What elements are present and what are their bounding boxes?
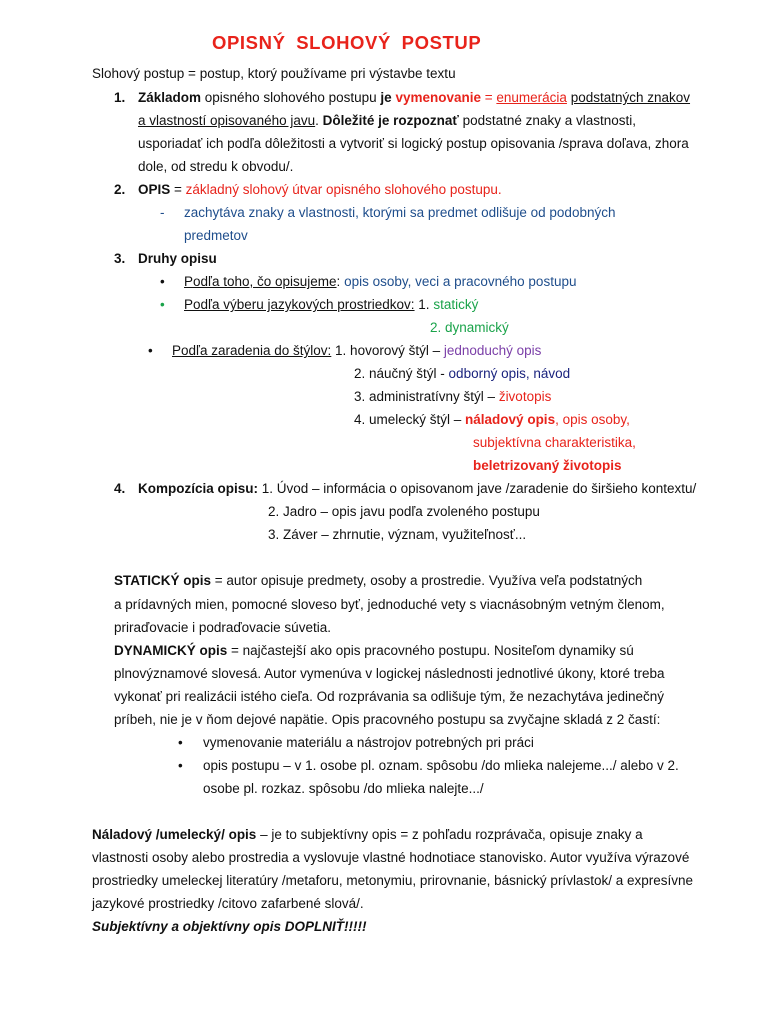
dynamicky-bullet1: • — [178, 735, 183, 750]
item1-line2 — [138, 112, 636, 130]
dynamicky-line2: plnovýznamové slovesá. Autor vymenúva v logickej následnosti jednotlivé úkony, ktoré treba — [114, 666, 665, 681]
item3-b1-line — [184, 273, 576, 291]
dynamicky-b2b: osobe pl. rozkaz. spôsobu /do mlieka nalejte.../ — [203, 781, 484, 796]
item3-s4-subjektivna: subjektívna charakteristika, — [473, 435, 636, 450]
item3-b2-staticky: statický — [433, 297, 479, 312]
item3-s3-line — [354, 388, 551, 406]
item4-k1: 1. Úvod – informácia o opisovanom jave /zaradenie do širšieho kontextu/ — [258, 481, 697, 496]
item2-dash: - — [160, 205, 165, 220]
item4-line1 — [138, 480, 696, 498]
dynamicky-b1: vymenovanie materiálu a nástrojov potrebných pri práci — [203, 735, 534, 750]
item3-s3-value: životopis — [498, 389, 552, 404]
item1-line4: dole, od stredu k obvodu/. — [138, 159, 294, 174]
naladovy-label: Náladový /umelecký/ opis — [92, 827, 257, 842]
dynamicky-b2a: opis postupu – v 1. osobe pl. oznam. spôsobu /do mlieka nalejeme.../ alebo v 2. — [203, 758, 679, 773]
naladovy-line2: vlastnosti osoby alebo prostredia a vyslovuje vlastné hodnotiace stanovisko. Autor využíva výrazové — [92, 850, 690, 865]
page-title: OPISNÝ SLOHOVÝ POSTUP — [212, 32, 482, 53]
item3-b2-n1: 1. — [414, 297, 434, 312]
item3-bullet3: • — [148, 343, 153, 358]
naladovy-line4: jazykové prostriedky /citovo zafarbené slová/. — [92, 896, 364, 911]
item1-text: opisného slohového postupu — [201, 90, 381, 105]
item3-b2-label: Podľa výberu jazykových prostriedkov: — [184, 297, 415, 312]
item3-number: 3. — [114, 251, 126, 266]
item1-enumeracia: enumerácia — [496, 90, 567, 105]
item1-dot: . — [315, 113, 323, 128]
item4-label: Kompozícia opisu: — [138, 481, 259, 496]
item2-sub1: zachytáva znaky a vlastnosti, ktorými sa predmet odlišuje od podobných — [184, 205, 616, 220]
item3-b2-line — [184, 296, 478, 314]
item1-vlastnosti: a vlastností opisovaného javu — [138, 113, 316, 128]
staticky-text1: = autor opisuje predmety, osoby a prostredie. Využíva veľa podstatných — [211, 573, 643, 588]
item3-s4-beletrizovany: beletrizovaný životopis — [473, 458, 622, 473]
item3-s4-naladovy: náladový opis — [465, 412, 556, 427]
item3-s4-n: 4. umelecký štýl – — [354, 412, 466, 427]
dynamicky-line1 — [114, 642, 634, 660]
naladovy-line3: prostriedky umeleckej literatúry /metaforu, metonymiu, prirovnanie, básnický prívlastok/ a expresívne — [92, 873, 694, 888]
item3-s1-n: 1. hovorový štýl – — [331, 343, 444, 358]
item1-podstatnych: podstatných znakov — [570, 90, 691, 105]
item2-line — [138, 181, 502, 199]
item1-rest: podstatné znaky a vlastnosti, — [458, 113, 636, 128]
item3-s4-line — [354, 411, 630, 429]
footer-note: Subjektívny a objektívny opis DOPLNIŤ!!!!! — [92, 919, 367, 934]
item2-label: OPIS — [138, 182, 171, 197]
staticky-line2: a prídavných mien, pomocné sloveso byť, jednoduché vety s viacnásobným vetným členom, — [114, 597, 665, 612]
item2-definition: základný slohový útvar opisného slohového postupu — [185, 182, 498, 197]
item1-equals: = — [481, 90, 497, 105]
staticky-label: STATICKÝ opis — [114, 573, 211, 588]
item3-b2-line2 — [430, 319, 509, 337]
item1-dolezite: Dôležité je rozpoznať — [322, 113, 459, 128]
item3-b2-n2: 2. — [430, 320, 446, 335]
item2-number: 2. — [114, 182, 126, 197]
item3-s4-osoby: , opis osoby, — [555, 412, 630, 427]
item1-label: Základom — [138, 90, 202, 105]
naladovy-text1: – je to subjektívny opis = z pohľadu rozprávača, opisuje znaky a — [256, 827, 643, 842]
dynamicky-bullet2: • — [178, 758, 183, 773]
item3-b1-label: Podľa toho, čo opisujeme — [184, 274, 337, 289]
item3-label: Druhy opisu — [138, 251, 217, 266]
dynamicky-label: DYNAMICKÝ opis — [114, 643, 228, 658]
item3-s1-value: jednoduchý opis — [443, 343, 542, 358]
staticky-line3: priraďovacie i podraďovacie súvetia. — [114, 620, 331, 635]
item4-k2: 2. Jadro – opis javu podľa zvoleného postupu — [268, 504, 540, 519]
item3-bullet2: • — [160, 297, 165, 312]
staticky-line1 — [114, 572, 642, 590]
intro-line: Slohový postup = postup, ktorý používame pri výstavbe textu — [92, 66, 456, 81]
naladovy-line1 — [92, 826, 643, 844]
dynamicky-line3: vykonať pri realizácii istého cieľa. Od rozprávania sa odlišuje tým, že nezachytáva jedinečný — [114, 689, 665, 704]
item1-je: je — [380, 90, 392, 105]
item3-b1-value: opis osoby, veci a pracovného postupu — [344, 274, 577, 289]
item3-s3-n: 3. administratívny štýl – — [354, 389, 499, 404]
item2-dot: . — [497, 182, 502, 197]
item3-b1-colon: : — [336, 274, 345, 289]
item1-line3: usporiadať ich podľa dôležitosti a vytvoriť si logický postup opisovania /sprava doľava, zhora — [138, 136, 689, 151]
item3-bullet1: • — [160, 274, 165, 289]
item3-b2-dynamicky: dynamický — [445, 320, 509, 335]
dynamicky-text1: = najčastejší ako opis pracovného postupu. Nositeľom dynamiky sú — [227, 643, 634, 658]
item3-s2-value: odborný opis, návod — [448, 366, 571, 381]
item1-number: 1. — [114, 90, 126, 105]
item2-sub2: predmetov — [184, 228, 248, 243]
item3-b3-label: Podľa zaradenia do štýlov: — [172, 343, 332, 358]
item3-s2-line — [354, 365, 570, 383]
item2-equals: = — [170, 182, 186, 197]
item4-k3: 3. Záver – zhrnutie, význam, využiteľnosť... — [268, 527, 527, 542]
item3-b3-line — [172, 342, 541, 360]
item3-s2-n: 2. náučný štýl - — [354, 366, 449, 381]
item4-number: 4. — [114, 481, 126, 496]
dynamicky-line4: príbeh, nie je v ňom dejové napätie. Opis pracovného postupu sa zvyčajne skladá z 2 častí: — [114, 712, 661, 727]
item1-line1 — [138, 89, 690, 107]
item1-vymenovanie: vymenovanie — [395, 90, 481, 105]
